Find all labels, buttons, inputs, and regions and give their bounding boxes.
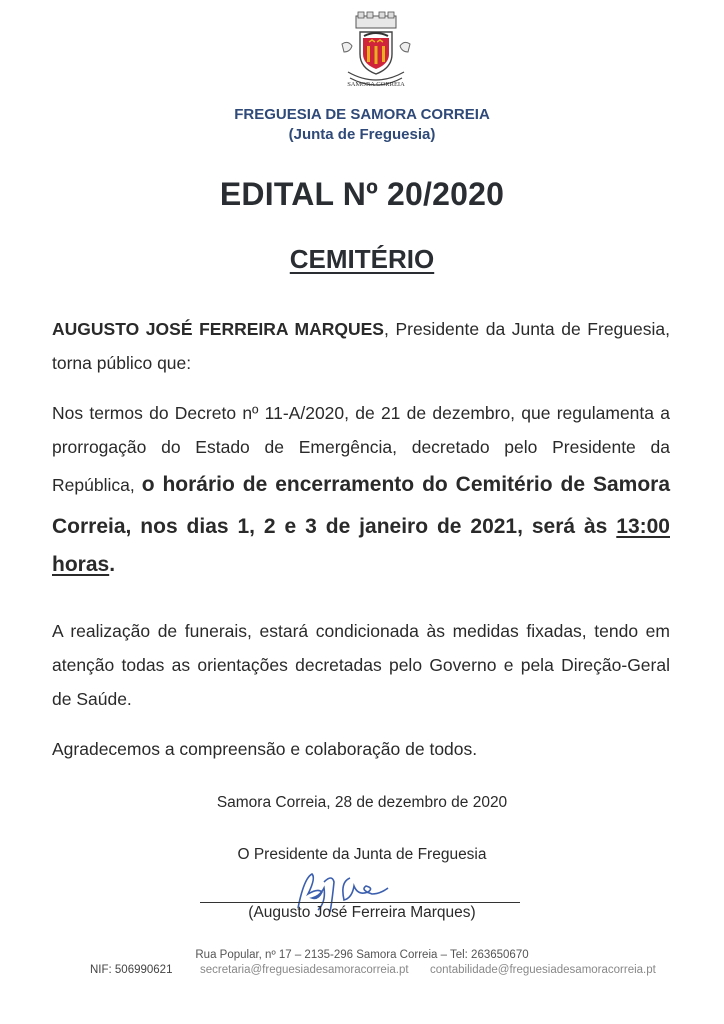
signature-line xyxy=(200,902,520,903)
signatory-name: (Augusto José Ferreira Marques) xyxy=(248,904,476,921)
svg-text:SAMORA CORREIA: SAMORA CORREIA xyxy=(347,81,405,88)
document-subject xyxy=(0,244,724,275)
coat-of-arms-icon xyxy=(334,10,418,94)
document-title: EDITAL Nº 20/2020 xyxy=(219,176,505,212)
footer-address: Rua Popular, nº 17 – 2135-296 Samora Correia – Tel: 263650670 xyxy=(195,949,529,961)
footer-contacts xyxy=(90,964,670,976)
closing-period: . xyxy=(109,553,116,576)
president-name: AUGUSTO JOSÉ FERREIRA MARQUES xyxy=(52,319,384,339)
place-date: Samora Correia, 28 de dezembro de 2020 xyxy=(216,794,508,811)
decree-paragraph xyxy=(52,396,670,582)
signatory-role: O Presidente da Junta de Freguesia xyxy=(237,846,487,863)
subject-text: CEMITÉRIO xyxy=(289,244,435,274)
closing-hours-notice: o horário de encerramento do Cemitério de Samora Correia, nos dias 1, 2 e 3 de janeiro de 2021, será às xyxy=(52,473,670,538)
funerals-paragraph: A realização de funerais, estará condicionada às medidas fixadas, tendo em atenção todas as orientações decretadas pelo Governo e pela Direção-Geral de Saúde. xyxy=(52,621,670,709)
organization-name: FREGUESIA DE SAMORA CORREIA xyxy=(234,106,490,123)
intro-paragraph xyxy=(52,312,670,380)
footer-nif: NIF: 506990621 xyxy=(90,964,173,976)
decree-text: Nos termos do Decreto nº 11-A/2020, de 21 de dezembro, que regulamenta a prorrogação do Estado de Emergência, decretado pelo Presidente da República, xyxy=(52,403,670,495)
intro-text: , Presidente da Junta de Freguesia, torna público que: xyxy=(52,319,670,373)
organization-subtitle: (Junta de Freguesia) xyxy=(288,126,436,143)
email-contabilidade-link[interactable]: contabilidade@freguesiadesamoracorreia.pt xyxy=(430,964,656,976)
closing-time: 13:00 horas xyxy=(52,515,670,576)
thanks-paragraph: Agradecemos a compreensão e colaboração de todos. xyxy=(52,739,478,759)
email-secretaria-link[interactable]: secretaria@freguesiadesamoracorreia.pt xyxy=(200,964,409,976)
